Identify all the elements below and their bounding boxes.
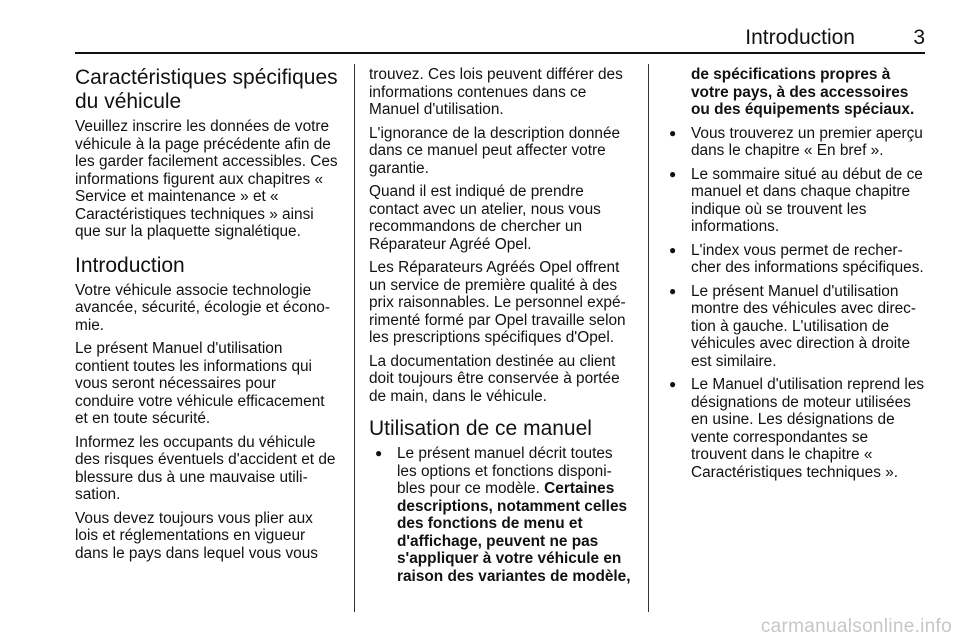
usage-list-continued bbox=[663, 125, 927, 482]
paragraph-documentation: La documentation destinée au client doit toujours être conservée à portée de main, dans le véhicule. bbox=[369, 352, 620, 405]
column-divider-2 bbox=[648, 64, 649, 612]
running-title: Introduction bbox=[745, 26, 855, 49]
paragraph-ignorance: L'ignorance de la description donnée dans ce manuel peut affecter votre garantie. bbox=[369, 124, 621, 177]
heading-vehicle-specs: Caractéristiques spécifiques du véhicule bbox=[75, 66, 338, 113]
paragraph-repairers: Les Réparateurs Agréés Opel offrent un service de première qualité à des prix raisonnables. Le personnel expérimenté formé par Opel travaille selon les prescriptions spécifiques d'Opel. bbox=[369, 259, 626, 346]
bold-continuation-text: de spécifications propres à votre pays, à des accessoires ou des équipements spéciaux. bbox=[691, 66, 915, 118]
usage-list bbox=[369, 445, 633, 585]
list-item bbox=[369, 445, 633, 585]
bullet-bold-text: Certaines descriptions, notamment celles des fonctions de menu et d'affichage, peuvent ne pas s'appliquer à votre véhicule en raison des variantes de modèle, bbox=[397, 480, 631, 585]
paragraph-intro-2: Le présent Manuel d'utilisation contient toutes les informations qui vous seront nécessaires pour conduire votre véhicule efficacement et en toute sécurité. bbox=[75, 340, 325, 427]
paragraph-specs: Veuillez inscrire les données de votre véhicule à la page précédente afin de les garder facilement accessibles. Ces informations figurent aux chapitres « Service et maintenance » et « Caractéristiques techniques » ainsi que sur la plaquette signalétique. bbox=[75, 118, 338, 240]
page-header bbox=[75, 26, 925, 50]
paragraph-intro-3: Informez les occupants du véhicule des risques éventuels d'accident et de blessure dus à une mauvaise utilisation. bbox=[75, 433, 336, 503]
list-item: ● Le présent Manuel d'utilisation montre des véhicules avec direction à gauche. L'utilisation de véhicules avec direction à droite est similaire. bbox=[663, 283, 927, 371]
paragraph-contact: Quand il est indiqué de prendre contact avec un atelier, nous vous recommandons de chercher un Réparateur Agréé Opel. bbox=[369, 183, 601, 253]
paragraph-intro-4: Vous devez toujours vous plier aux lois et réglementations en vigueur dans le pays dans lequel vous vous bbox=[75, 509, 318, 562]
bullet-text: Le présent manuel décrit toutes les options et fonctions disponibles pour ce modèle. bbox=[397, 445, 613, 497]
column-middle bbox=[369, 66, 633, 591]
column-divider-1 bbox=[354, 64, 355, 612]
column-left bbox=[75, 66, 339, 568]
heading-introduction: Introduction bbox=[75, 253, 185, 277]
bold-continuation bbox=[663, 66, 927, 119]
column-right bbox=[663, 66, 927, 487]
list-item: ● Le Manuel d'utilisation reprend les désignations de moteur utilisées en usine. Les désignations de vente correspondantes se trouvent dans le chapitre « Caractéristiques techniques ». bbox=[663, 376, 927, 481]
list-item: ● L'index vous permet de rechercher des informations spécifiques. bbox=[663, 242, 927, 277]
paragraph-continued: trouvez. Ces lois peuvent différer des informations contenues dans ce Manuel d'utilisation. bbox=[369, 66, 623, 118]
watermark: carmanualsonline.info bbox=[760, 616, 952, 637]
header-rule bbox=[75, 52, 925, 54]
heading-manual-usage: Utilisation de ce manuel bbox=[369, 417, 592, 440]
list-item: ● Vous trouverez un premier aperçu dans le chapitre « En bref ». bbox=[663, 125, 927, 160]
list-item: ● Le sommaire situé au début de ce manuel et dans chaque chapitre indique où se trouvent les informations. bbox=[663, 166, 927, 236]
paragraph-intro-1: Votre véhicule associe technologie avancée, sécurité, écologie et économie. bbox=[75, 281, 330, 334]
page-number: 3 bbox=[913, 26, 925, 49]
